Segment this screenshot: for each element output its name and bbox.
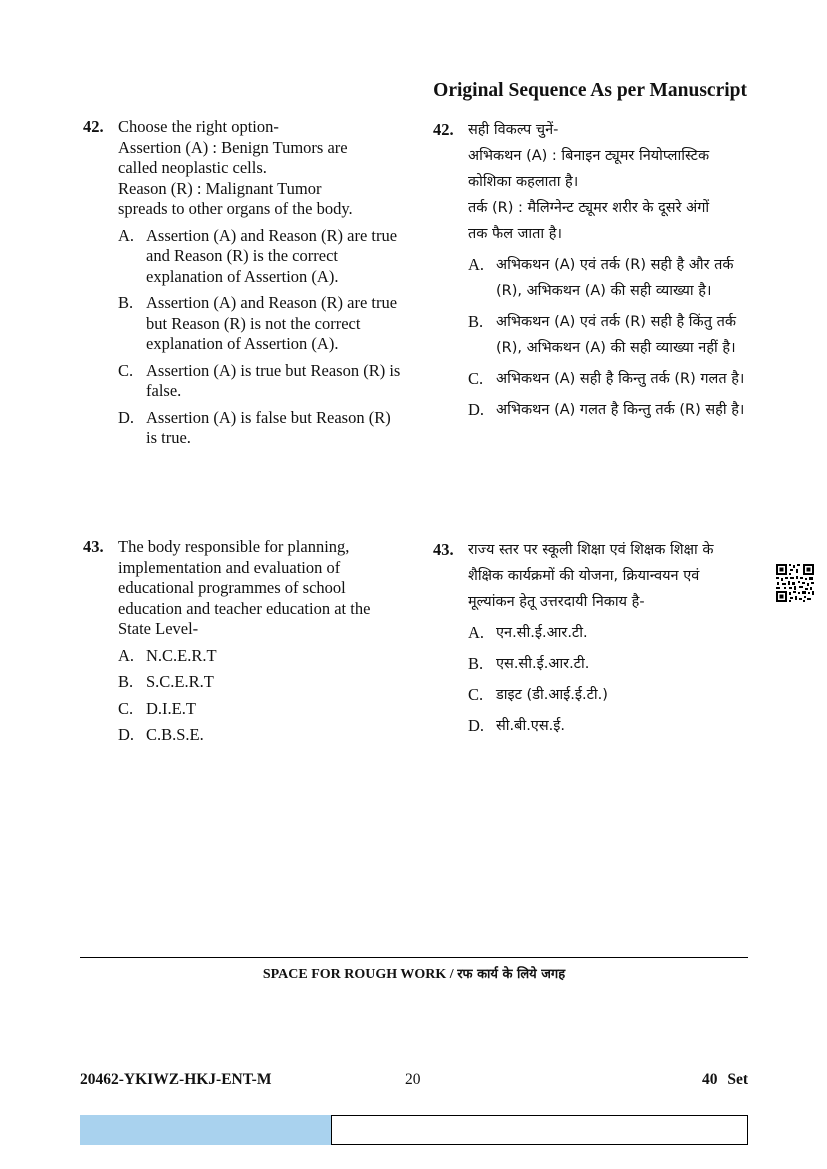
stem-line: State Level-: [118, 619, 199, 638]
qr-code-graphic: [775, 563, 815, 603]
option-letter: A.: [118, 645, 135, 665]
option-text: S.C.E.R.T: [146, 672, 214, 691]
stem-line: अभिकथन (A) : बिनाइन ट्यूमर नियोप्लास्टिक: [468, 148, 710, 164]
stem-line: मूल्यांकन हेतू उत्तरदायी निकाय है-: [468, 594, 645, 610]
option-text: अभिकथन (A) एवं तर्क (R) सही है और तर्क (R), अभिकथन (A) की सही व्याख्या है।: [496, 257, 734, 299]
option-letter: D.: [118, 407, 135, 427]
option-d: [468, 713, 753, 739]
question-stem: [118, 537, 403, 640]
question-number: 43.: [433, 540, 454, 559]
page-number: 20: [405, 1071, 421, 1088]
stem-line: Assertion (A) : Benign Tumors are: [118, 137, 348, 157]
stem-line: तर्क (R) : मैलिग्नेन्ट ट्यूमर शरीर के दूसरे अंगों: [468, 200, 710, 216]
option-text: एस.सी.ई.आर.टी.: [496, 656, 590, 672]
option-letter: C.: [468, 685, 484, 704]
option-text: N.C.E.R.T: [146, 645, 217, 665]
question-stem: [468, 117, 753, 247]
set-label: 40 Set: [701, 1071, 748, 1088]
question-42-english: [83, 117, 403, 449]
option-b: [468, 309, 753, 361]
stem-line: शैक्षिक कार्यक्रमों की योजना, क्रियान्वयन एवं: [468, 568, 700, 584]
option-text: Assertion (A) and Reason (R) are true and Reason (R) is the correct explanation of Assertion (A).: [146, 225, 398, 286]
option-letter: B.: [468, 312, 484, 331]
rough-work-label: [80, 964, 748, 983]
stem-line: spreads to other organs of the body.: [118, 199, 353, 218]
stem-line: Reason (R) : Malignant Tumor: [118, 178, 322, 198]
question-number: 42.: [83, 117, 104, 136]
qr-code-icon: [775, 563, 815, 603]
option-letter: D.: [468, 400, 485, 419]
option-letter: D.: [118, 725, 135, 744]
stem-line: educational programmes of school: [118, 578, 346, 597]
question-42-hindi: [433, 117, 753, 423]
option-c: [118, 361, 403, 402]
option-c: [468, 682, 753, 708]
paper-code: 20462-YKIWZ-HKJ-ENT-M: [80, 1071, 272, 1088]
option-text: C.B.S.E.: [146, 725, 204, 744]
question-43-hindi: [433, 537, 753, 739]
option-text: Assertion (A) is false but Reason (R) is true.: [146, 407, 391, 447]
stem-line: सही विकल्प चुनें-: [468, 122, 559, 138]
question-43-english: [83, 537, 403, 746]
option-letter: D.: [468, 716, 485, 735]
question-number: 42.: [433, 120, 454, 139]
option-letter: B.: [118, 293, 134, 312]
stem-line: called neoplastic cells.: [118, 158, 267, 177]
option-a: [118, 226, 403, 288]
option-text: अभिकथन (A) सही है किन्तु तर्क (R) गलत है।: [496, 371, 745, 387]
rough-work-divider: [80, 957, 748, 958]
option-a: [468, 252, 753, 304]
stem-line: तक फैल जाता है।: [468, 226, 562, 242]
page-title: Original Sequence As per Manuscript: [433, 80, 747, 101]
option-letter: B.: [468, 654, 484, 673]
option-letter: A.: [118, 225, 135, 245]
option-letter: A.: [468, 255, 485, 274]
footer-empty-box: [331, 1115, 748, 1145]
option-c: [118, 699, 403, 720]
stem-line: education and teacher education at the: [118, 598, 371, 618]
option-text: D.I.E.T: [146, 698, 196, 718]
option-text: डाइट (डी.आई.ई.टी.): [496, 687, 608, 703]
rough-work-label-hi: रफ कार्य के लिये जगह: [457, 967, 566, 982]
option-text: Assertion (A) and Reason (R) are true but Reason (R) is not the correct explanation of Assertion (A).: [146, 293, 398, 353]
stem-line: implementation and evaluation of: [118, 557, 341, 577]
stem-line: कोशिका कहलाता है।: [468, 174, 579, 190]
option-a: [118, 646, 403, 667]
option-a: [468, 620, 753, 646]
footer-color-bar: [80, 1115, 331, 1145]
question-number: 43.: [83, 537, 104, 556]
option-text: Assertion (A) is true but Reason (R) is false.: [146, 360, 401, 400]
option-d: [468, 397, 753, 423]
option-letter: C.: [118, 360, 134, 380]
option-letter: C.: [118, 698, 134, 718]
option-text: सी.बी.एस.ई.: [496, 718, 565, 734]
option-d: [118, 408, 403, 449]
option-d: [118, 725, 403, 746]
stem-line: राज्य स्तर पर स्कूली शिक्षा एवं शिक्षक शिक्षा के: [468, 542, 714, 558]
option-b: [118, 293, 403, 355]
question-stem: [468, 537, 753, 615]
stem-line: The body responsible for planning,: [118, 537, 350, 556]
option-letter: B.: [118, 672, 134, 691]
option-c: [468, 366, 753, 392]
option-text: अभिकथन (A) एवं तर्क (R) सही है किंतु तर्क (R), अभिकथन (A) की सही व्याख्या नहीं है।: [496, 314, 736, 356]
rough-work-label-en: SPACE FOR ROUGH WORK /: [262, 967, 458, 982]
option-letter: C.: [468, 369, 484, 388]
option-b: [118, 672, 403, 693]
option-letter: A.: [468, 623, 485, 642]
option-b: [468, 651, 753, 677]
question-stem: [118, 117, 403, 220]
option-text: एन.सी.ई.आर.टी.: [496, 625, 588, 641]
stem-line: Choose the right option-: [118, 117, 279, 136]
option-text: अभिकथन (A) गलत है किन्तु तर्क (R) सही है।: [496, 402, 745, 418]
